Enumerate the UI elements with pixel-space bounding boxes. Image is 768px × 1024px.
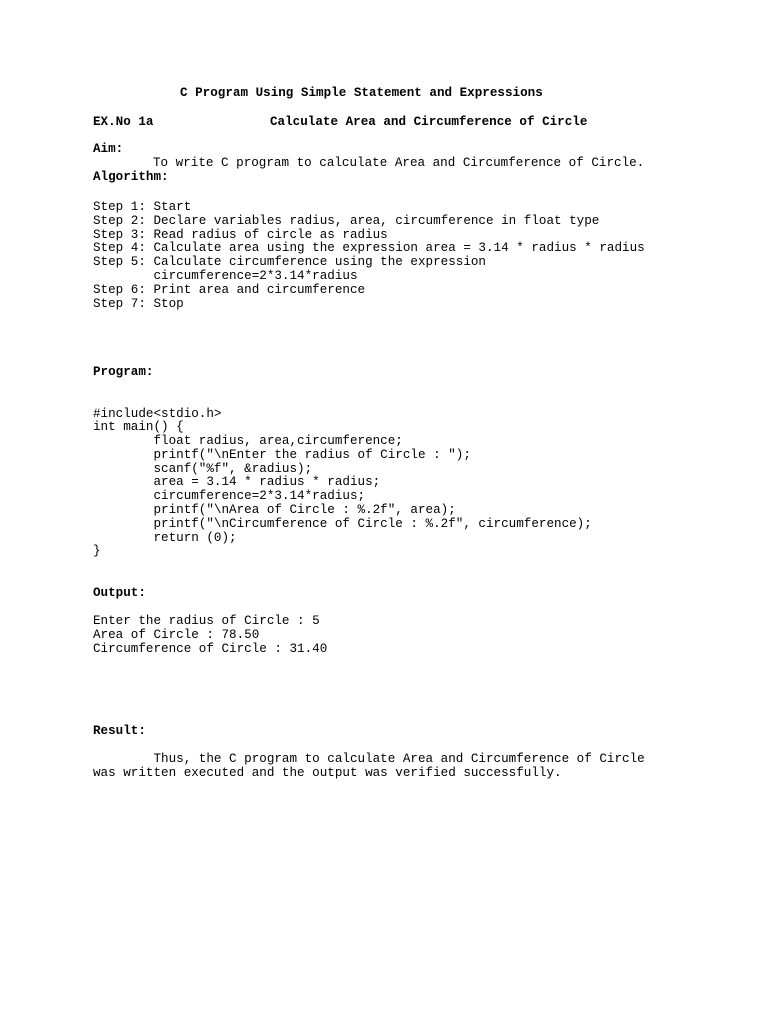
code-line: circumference=2*3.14*radius; bbox=[93, 489, 366, 503]
result-line: Thus, the C program to calculate Area and Circumference of Circle bbox=[93, 752, 645, 766]
aim-heading: Aim: bbox=[93, 142, 124, 156]
code-line: #include<stdio.h> bbox=[93, 407, 222, 421]
code-line: return (0); bbox=[93, 531, 237, 545]
exercise-number: EX.No 1a bbox=[93, 115, 154, 129]
exercise-title: Calculate Area and Circumference of Circle bbox=[270, 115, 588, 129]
output-line: Circumference of Circle : 31.40 bbox=[93, 642, 328, 656]
code-line: printf("\nEnter the radius of Circle : "); bbox=[93, 448, 471, 462]
aim-text: To write C program to calculate Area and Circumference of Circle. bbox=[153, 156, 645, 170]
output-line: Area of Circle : 78.50 bbox=[93, 628, 260, 642]
result-heading: Result: bbox=[93, 724, 146, 738]
result-line: was written executed and the output was verified successfully. bbox=[93, 766, 562, 780]
code-line: int main() { bbox=[93, 420, 184, 434]
algorithm-step: Step 1: Start bbox=[93, 200, 192, 214]
algorithm-step: Step 3: Read radius of circle as radius bbox=[93, 228, 388, 242]
code-line: printf("\nCircumference of Circle : %.2f", circumference); bbox=[93, 517, 592, 531]
algorithm-step: Step 4: Calculate area using the expression area = 3.14 * radius * radius bbox=[93, 241, 645, 255]
algorithm-heading: Algorithm: bbox=[93, 170, 169, 184]
document-title: C Program Using Simple Statement and Expressions bbox=[180, 86, 543, 100]
algorithm-step: Step 2: Declare variables radius, area, circumference in float type bbox=[93, 214, 600, 228]
algorithm-step: Step 7: Stop bbox=[93, 297, 184, 311]
algorithm-step: circumference=2*3.14*radius bbox=[93, 269, 358, 283]
code-line: } bbox=[93, 544, 101, 558]
algorithm-step: Step 6: Print area and circumference bbox=[93, 283, 366, 297]
code-line: area = 3.14 * radius * radius; bbox=[93, 475, 381, 489]
output-heading: Output: bbox=[93, 586, 146, 600]
code-line: float radius, area,circumference; bbox=[93, 434, 403, 448]
code-line: printf("\nArea of Circle : %.2f", area); bbox=[93, 503, 456, 517]
algorithm-step: Step 5: Calculate circumference using the expression bbox=[93, 255, 486, 269]
code-line: scanf("%f", &radius); bbox=[93, 462, 313, 476]
output-line: Enter the radius of Circle : 5 bbox=[93, 614, 320, 628]
program-heading: Program: bbox=[93, 365, 154, 379]
